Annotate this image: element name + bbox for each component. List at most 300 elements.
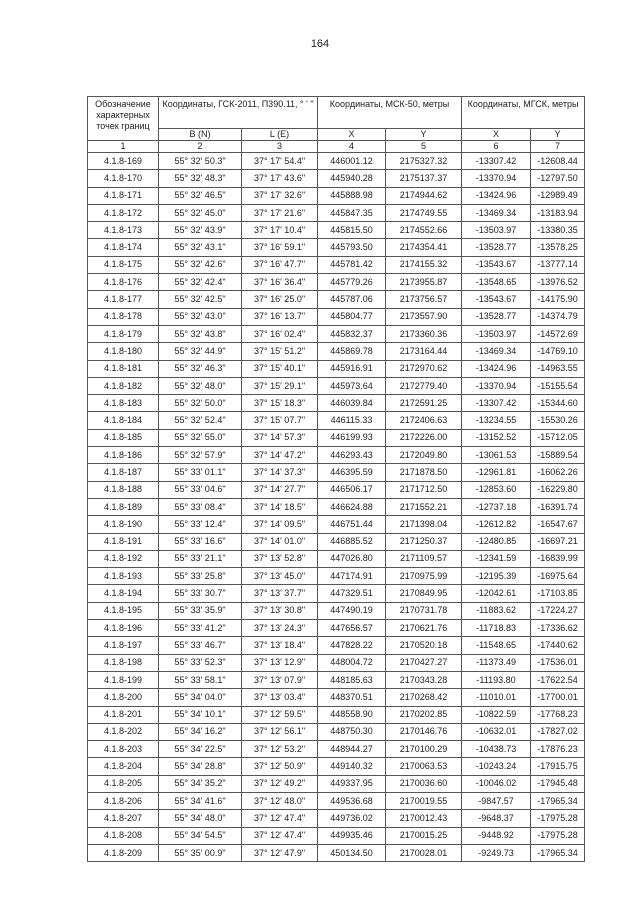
cell-longitude: 37° 17' 32.6" bbox=[242, 187, 318, 204]
cell-msk-x: 445973.64 bbox=[318, 377, 386, 394]
cell-longitude: 37° 12' 48.0" bbox=[242, 792, 318, 809]
table-row bbox=[88, 274, 585, 291]
cell-msk-y: 2175327.32 bbox=[386, 153, 462, 170]
table-row bbox=[88, 395, 585, 412]
cell-msk-x: 445815.50 bbox=[318, 222, 386, 239]
cell-latitude: 55° 32' 46.3" bbox=[159, 360, 242, 377]
cell-mgsk-y: -17975.28 bbox=[531, 827, 585, 844]
cell-mgsk-y: -17876.23 bbox=[531, 741, 585, 758]
header-gsk-coordinates: Координаты, ГСК-2011, П390.11, ° ' " bbox=[159, 97, 318, 129]
cell-mgsk-y: -17700.01 bbox=[531, 689, 585, 706]
cell-msk-x: 445781.42 bbox=[318, 256, 386, 273]
cell-longitude: 37° 13' 12.9" bbox=[242, 654, 318, 671]
cell-msk-y: 2175137.37 bbox=[386, 170, 462, 187]
table-row bbox=[88, 741, 585, 758]
cell-point-id: 4.1.8-209 bbox=[88, 844, 159, 861]
cell-mgsk-y: -15530.26 bbox=[531, 412, 585, 429]
column-number: 5 bbox=[386, 141, 462, 153]
cell-point-id: 4.1.8-176 bbox=[88, 274, 159, 291]
cell-longitude: 37° 16' 02.4" bbox=[242, 325, 318, 342]
cell-point-id: 4.1.8-205 bbox=[88, 775, 159, 792]
table-row bbox=[88, 637, 585, 654]
cell-longitude: 37° 13' 07.9" bbox=[242, 671, 318, 688]
cell-latitude: 55° 33' 35.9" bbox=[159, 602, 242, 619]
cell-latitude: 55° 33' 12.4" bbox=[159, 516, 242, 533]
cell-longitude: 37° 12' 59.5" bbox=[242, 706, 318, 723]
cell-mgsk-y: -15889.54 bbox=[531, 447, 585, 464]
table-row bbox=[88, 810, 585, 827]
table-row bbox=[88, 222, 585, 239]
table-row bbox=[88, 706, 585, 723]
header-msk-coordinates: Координаты, МСК-50, метры bbox=[318, 97, 462, 129]
cell-msk-y: 2170015.25 bbox=[386, 827, 462, 844]
cell-latitude: 55° 32' 46.5" bbox=[159, 187, 242, 204]
cell-point-id: 4.1.8-193 bbox=[88, 568, 159, 585]
cell-mgsk-y: -17965.34 bbox=[531, 792, 585, 809]
cell-msk-y: 2170036.60 bbox=[386, 775, 462, 792]
cell-mgsk-x: -13469.34 bbox=[462, 204, 531, 221]
table-row bbox=[88, 516, 585, 533]
cell-latitude: 55° 34' 16.2" bbox=[159, 723, 242, 740]
cell-latitude: 55° 33' 25.8" bbox=[159, 568, 242, 585]
table-row bbox=[88, 602, 585, 619]
cell-longitude: 37° 14' 27.7" bbox=[242, 481, 318, 498]
cell-mgsk-y: -15155.54 bbox=[531, 377, 585, 394]
cell-mgsk-x: -10632.01 bbox=[462, 723, 531, 740]
cell-mgsk-x: -12853.60 bbox=[462, 481, 531, 498]
cell-mgsk-y: -17915.75 bbox=[531, 758, 585, 775]
cell-mgsk-x: -13307.42 bbox=[462, 153, 531, 170]
table-row bbox=[88, 568, 585, 585]
cell-latitude: 55° 34' 41.6" bbox=[159, 792, 242, 809]
cell-msk-x: 446001.12 bbox=[318, 153, 386, 170]
cell-mgsk-x: -13307.42 bbox=[462, 395, 531, 412]
cell-msk-y: 2174552.66 bbox=[386, 222, 462, 239]
cell-mgsk-y: -17945.48 bbox=[531, 775, 585, 792]
cell-mgsk-x: -10046.02 bbox=[462, 775, 531, 792]
cell-msk-x: 449337.95 bbox=[318, 775, 386, 792]
cell-point-id: 4.1.8-189 bbox=[88, 498, 159, 515]
cell-mgsk-y: -16391.74 bbox=[531, 498, 585, 515]
cell-msk-x: 448558.90 bbox=[318, 706, 386, 723]
cell-msk-y: 2171878.50 bbox=[386, 464, 462, 481]
cell-mgsk-x: -13424.96 bbox=[462, 360, 531, 377]
column-number: 6 bbox=[462, 141, 531, 153]
cell-msk-x: 448944.27 bbox=[318, 741, 386, 758]
cell-longitude: 37° 12' 47.4" bbox=[242, 810, 318, 827]
cell-mgsk-x: -13543.67 bbox=[462, 256, 531, 273]
cell-latitude: 55° 33' 08.4" bbox=[159, 498, 242, 515]
cell-msk-x: 446624.88 bbox=[318, 498, 386, 515]
cell-latitude: 55° 33' 52.3" bbox=[159, 654, 242, 671]
table-row bbox=[88, 723, 585, 740]
column-number: 2 bbox=[159, 141, 242, 153]
cell-longitude: 37° 13' 24.3" bbox=[242, 620, 318, 637]
cell-msk-x: 447026.80 bbox=[318, 550, 386, 567]
cell-mgsk-x: -12612.82 bbox=[462, 516, 531, 533]
cell-msk-y: 2172591.25 bbox=[386, 395, 462, 412]
cell-point-id: 4.1.8-185 bbox=[88, 429, 159, 446]
cell-msk-x: 445888.98 bbox=[318, 187, 386, 204]
header-sub-msk-y: Y bbox=[386, 129, 462, 141]
cell-msk-y: 2172226.00 bbox=[386, 429, 462, 446]
cell-longitude: 37° 12' 50.9" bbox=[242, 758, 318, 775]
cell-msk-y: 2174749.55 bbox=[386, 204, 462, 221]
cell-mgsk-y: -13380.35 bbox=[531, 222, 585, 239]
cell-longitude: 37° 12' 56.1" bbox=[242, 723, 318, 740]
cell-msk-y: 2170621.76 bbox=[386, 620, 462, 637]
cell-longitude: 37° 14' 37.3" bbox=[242, 464, 318, 481]
cell-msk-x: 449736.02 bbox=[318, 810, 386, 827]
cell-point-id: 4.1.8-172 bbox=[88, 204, 159, 221]
cell-longitude: 37° 16' 47.7" bbox=[242, 256, 318, 273]
cell-longitude: 37° 15' 40.1" bbox=[242, 360, 318, 377]
cell-msk-x: 448750.30 bbox=[318, 723, 386, 740]
table-row bbox=[88, 204, 585, 221]
table-row bbox=[88, 844, 585, 861]
cell-mgsk-y: -14963.55 bbox=[531, 360, 585, 377]
cell-msk-y: 2170975.99 bbox=[386, 568, 462, 585]
cell-mgsk-y: -16547.67 bbox=[531, 516, 585, 533]
table-row bbox=[88, 377, 585, 394]
cell-longitude: 37° 17' 10.4" bbox=[242, 222, 318, 239]
cell-msk-x: 446751.44 bbox=[318, 516, 386, 533]
cell-mgsk-x: -12961.81 bbox=[462, 464, 531, 481]
table-body bbox=[88, 153, 585, 862]
cell-point-id: 4.1.8-170 bbox=[88, 170, 159, 187]
cell-point-id: 4.1.8-197 bbox=[88, 637, 159, 654]
table-row bbox=[88, 256, 585, 273]
cell-msk-y: 2173164.44 bbox=[386, 343, 462, 360]
cell-msk-x: 447490.19 bbox=[318, 602, 386, 619]
cell-point-id: 4.1.8-184 bbox=[88, 412, 159, 429]
cell-msk-x: 445804.77 bbox=[318, 308, 386, 325]
column-number: 4 bbox=[318, 141, 386, 153]
cell-longitude: 37° 13' 52.8" bbox=[242, 550, 318, 567]
table-row bbox=[88, 671, 585, 688]
cell-msk-y: 2173360.36 bbox=[386, 325, 462, 342]
cell-point-id: 4.1.8-208 bbox=[88, 827, 159, 844]
table-row bbox=[88, 498, 585, 515]
cell-msk-x: 450134.50 bbox=[318, 844, 386, 861]
cell-latitude: 55° 32' 43.1" bbox=[159, 239, 242, 256]
cell-point-id: 4.1.8-183 bbox=[88, 395, 159, 412]
cell-mgsk-x: -10438.73 bbox=[462, 741, 531, 758]
cell-point-id: 4.1.8-199 bbox=[88, 671, 159, 688]
cell-mgsk-x: -13528.77 bbox=[462, 239, 531, 256]
cell-mgsk-y: -17622.54 bbox=[531, 671, 585, 688]
cell-msk-y: 2170202.85 bbox=[386, 706, 462, 723]
cell-latitude: 55° 32' 43.8" bbox=[159, 325, 242, 342]
cell-latitude: 55° 34' 28.8" bbox=[159, 758, 242, 775]
header-sub-mgsk-x: X bbox=[462, 129, 531, 141]
cell-msk-x: 448370.51 bbox=[318, 689, 386, 706]
cell-mgsk-y: -13183.94 bbox=[531, 204, 585, 221]
cell-mgsk-x: -13424.96 bbox=[462, 187, 531, 204]
cell-point-id: 4.1.8-196 bbox=[88, 620, 159, 637]
cell-longitude: 37° 15' 29.1" bbox=[242, 377, 318, 394]
cell-mgsk-y: -16697.21 bbox=[531, 533, 585, 550]
cell-mgsk-y: -17440.62 bbox=[531, 637, 585, 654]
cell-latitude: 55° 32' 55.0" bbox=[159, 429, 242, 446]
cell-msk-x: 445940.28 bbox=[318, 170, 386, 187]
cell-latitude: 55° 33' 04.6" bbox=[159, 481, 242, 498]
cell-latitude: 55° 33' 46.7" bbox=[159, 637, 242, 654]
cell-mgsk-x: -11883.62 bbox=[462, 602, 531, 619]
cell-longitude: 37° 17' 43.6" bbox=[242, 170, 318, 187]
cell-mgsk-x: -13528.77 bbox=[462, 308, 531, 325]
table-row bbox=[88, 412, 585, 429]
table-row bbox=[88, 620, 585, 637]
cell-latitude: 55° 32' 50.3" bbox=[159, 153, 242, 170]
cell-mgsk-x: -10822.59 bbox=[462, 706, 531, 723]
cell-msk-x: 446039.84 bbox=[318, 395, 386, 412]
cell-latitude: 55° 32' 50.0" bbox=[159, 395, 242, 412]
cell-longitude: 37° 16' 59.1" bbox=[242, 239, 318, 256]
cell-mgsk-y: -12989.49 bbox=[531, 187, 585, 204]
cell-longitude: 37° 16' 13.7" bbox=[242, 308, 318, 325]
cell-msk-y: 2173955.87 bbox=[386, 274, 462, 291]
cell-msk-y: 2173557.90 bbox=[386, 308, 462, 325]
table-row bbox=[88, 360, 585, 377]
header-sub-l: L (E) bbox=[242, 129, 318, 141]
table-row bbox=[88, 533, 585, 550]
cell-msk-y: 2174944.62 bbox=[386, 187, 462, 204]
cell-latitude: 55° 32' 42.5" bbox=[159, 291, 242, 308]
cell-point-id: 4.1.8-200 bbox=[88, 689, 159, 706]
cell-longitude: 37° 13' 37.7" bbox=[242, 585, 318, 602]
cell-msk-y: 2170019.55 bbox=[386, 792, 462, 809]
cell-latitude: 55° 32' 43.0" bbox=[159, 308, 242, 325]
table-row bbox=[88, 585, 585, 602]
cell-msk-x: 449140.32 bbox=[318, 758, 386, 775]
cell-longitude: 37° 16' 36.4" bbox=[242, 274, 318, 291]
cell-mgsk-x: -13152.52 bbox=[462, 429, 531, 446]
cell-mgsk-x: -13370.94 bbox=[462, 377, 531, 394]
cell-latitude: 55° 32' 45.0" bbox=[159, 204, 242, 221]
cell-mgsk-y: -17103.85 bbox=[531, 585, 585, 602]
cell-point-id: 4.1.8-201 bbox=[88, 706, 159, 723]
cell-longitude: 37° 14' 47.2" bbox=[242, 447, 318, 464]
cell-mgsk-y: -13578.25 bbox=[531, 239, 585, 256]
cell-point-id: 4.1.8-181 bbox=[88, 360, 159, 377]
cell-msk-y: 2172779.40 bbox=[386, 377, 462, 394]
cell-msk-x: 446293.43 bbox=[318, 447, 386, 464]
table-row bbox=[88, 447, 585, 464]
cell-mgsk-y: -17975.28 bbox=[531, 810, 585, 827]
cell-mgsk-y: -15344.60 bbox=[531, 395, 585, 412]
cell-mgsk-x: -11718.83 bbox=[462, 620, 531, 637]
cell-msk-y: 2170427.27 bbox=[386, 654, 462, 671]
cell-msk-y: 2170343.28 bbox=[386, 671, 462, 688]
column-number: 3 bbox=[242, 141, 318, 153]
cell-mgsk-y: -12797.50 bbox=[531, 170, 585, 187]
cell-point-id: 4.1.8-198 bbox=[88, 654, 159, 671]
cell-mgsk-x: -11373.49 bbox=[462, 654, 531, 671]
cell-point-id: 4.1.8-173 bbox=[88, 222, 159, 239]
cell-longitude: 37° 12' 53.2" bbox=[242, 741, 318, 758]
table-row bbox=[88, 827, 585, 844]
table-row bbox=[88, 758, 585, 775]
cell-point-id: 4.1.8-174 bbox=[88, 239, 159, 256]
table-row bbox=[88, 187, 585, 204]
cell-longitude: 37° 15' 07.7" bbox=[242, 412, 318, 429]
table-row bbox=[88, 792, 585, 809]
cell-longitude: 37° 12' 47.9" bbox=[242, 844, 318, 861]
cell-longitude: 37° 14' 09.5" bbox=[242, 516, 318, 533]
cell-msk-x: 446395.59 bbox=[318, 464, 386, 481]
cell-msk-y: 2170012.43 bbox=[386, 810, 462, 827]
cell-mgsk-x: -9448.92 bbox=[462, 827, 531, 844]
cell-mgsk-y: -12608.44 bbox=[531, 153, 585, 170]
cell-mgsk-x: -9847.57 bbox=[462, 792, 531, 809]
cell-latitude: 55° 32' 42.4" bbox=[159, 274, 242, 291]
table-row bbox=[88, 481, 585, 498]
cell-msk-y: 2171398.04 bbox=[386, 516, 462, 533]
cell-msk-x: 448185.63 bbox=[318, 671, 386, 688]
cell-mgsk-x: -13061.53 bbox=[462, 447, 531, 464]
cell-latitude: 55° 32' 57.9" bbox=[159, 447, 242, 464]
cell-latitude: 55° 32' 48.3" bbox=[159, 170, 242, 187]
table-row bbox=[88, 343, 585, 360]
cell-point-id: 4.1.8-188 bbox=[88, 481, 159, 498]
cell-point-id: 4.1.8-204 bbox=[88, 758, 159, 775]
cell-msk-x: 446885.52 bbox=[318, 533, 386, 550]
cell-mgsk-x: -9249.73 bbox=[462, 844, 531, 861]
table-row bbox=[88, 775, 585, 792]
cell-msk-y: 2170849.95 bbox=[386, 585, 462, 602]
cell-latitude: 55° 32' 42.6" bbox=[159, 256, 242, 273]
cell-latitude: 55° 34' 10.1" bbox=[159, 706, 242, 723]
cell-point-id: 4.1.8-179 bbox=[88, 325, 159, 342]
cell-longitude: 37° 13' 18.4" bbox=[242, 637, 318, 654]
cell-latitude: 55° 34' 35.2" bbox=[159, 775, 242, 792]
cell-point-id: 4.1.8-192 bbox=[88, 550, 159, 567]
cell-mgsk-y: -14374.79 bbox=[531, 308, 585, 325]
cell-msk-y: 2170028.01 bbox=[386, 844, 462, 861]
cell-point-id: 4.1.8-178 bbox=[88, 308, 159, 325]
cell-mgsk-x: -12480.85 bbox=[462, 533, 531, 550]
cell-msk-x: 445869.78 bbox=[318, 343, 386, 360]
cell-mgsk-x: -12042.61 bbox=[462, 585, 531, 602]
cell-point-id: 4.1.8-182 bbox=[88, 377, 159, 394]
cell-latitude: 55° 34' 54.5" bbox=[159, 827, 242, 844]
table-row bbox=[88, 689, 585, 706]
cell-latitude: 55° 34' 48.0" bbox=[159, 810, 242, 827]
cell-longitude: 37° 13' 30.8" bbox=[242, 602, 318, 619]
cell-msk-y: 2171250.37 bbox=[386, 533, 462, 550]
cell-latitude: 55° 32' 48.0" bbox=[159, 377, 242, 394]
cell-mgsk-y: -13777.14 bbox=[531, 256, 585, 273]
cell-msk-x: 445787.06 bbox=[318, 291, 386, 308]
cell-point-id: 4.1.8-187 bbox=[88, 464, 159, 481]
cell-point-id: 4.1.8-177 bbox=[88, 291, 159, 308]
cell-msk-y: 2172406.63 bbox=[386, 412, 462, 429]
cell-msk-x: 447329.51 bbox=[318, 585, 386, 602]
cell-msk-x: 446115.33 bbox=[318, 412, 386, 429]
cell-mgsk-y: -15712.05 bbox=[531, 429, 585, 446]
cell-longitude: 37° 14' 57.3" bbox=[242, 429, 318, 446]
cell-mgsk-x: -12341.59 bbox=[462, 550, 531, 567]
cell-point-id: 4.1.8-202 bbox=[88, 723, 159, 740]
cell-mgsk-x: -11193.80 bbox=[462, 671, 531, 688]
cell-msk-x: 445847.35 bbox=[318, 204, 386, 221]
cell-point-id: 4.1.8-191 bbox=[88, 533, 159, 550]
cell-mgsk-x: -13234.55 bbox=[462, 412, 531, 429]
cell-msk-x: 449935.46 bbox=[318, 827, 386, 844]
cell-msk-y: 2172049.80 bbox=[386, 447, 462, 464]
cell-latitude: 55° 33' 41.2" bbox=[159, 620, 242, 637]
cell-latitude: 55° 32' 44.9" bbox=[159, 343, 242, 360]
cell-longitude: 37° 17' 21.6" bbox=[242, 204, 318, 221]
cell-latitude: 55° 32' 52.4" bbox=[159, 412, 242, 429]
cell-point-id: 4.1.8-169 bbox=[88, 153, 159, 170]
cell-mgsk-x: -11548.65 bbox=[462, 637, 531, 654]
table-row bbox=[88, 239, 585, 256]
table-row bbox=[88, 654, 585, 671]
cell-mgsk-y: -16062.26 bbox=[531, 464, 585, 481]
cell-msk-y: 2170063.53 bbox=[386, 758, 462, 775]
cell-msk-y: 2173756.57 bbox=[386, 291, 462, 308]
cell-latitude: 55° 33' 01.1" bbox=[159, 464, 242, 481]
cell-msk-x: 446506.17 bbox=[318, 481, 386, 498]
cell-msk-y: 2170731.78 bbox=[386, 602, 462, 619]
cell-point-id: 4.1.8-171 bbox=[88, 187, 159, 204]
cell-mgsk-x: -12737.18 bbox=[462, 498, 531, 515]
cell-mgsk-y: -14175.90 bbox=[531, 291, 585, 308]
cell-msk-x: 445832.37 bbox=[318, 325, 386, 342]
cell-longitude: 37° 13' 03.4" bbox=[242, 689, 318, 706]
cell-mgsk-x: -9648.37 bbox=[462, 810, 531, 827]
cell-mgsk-y: -17965.34 bbox=[531, 844, 585, 861]
cell-msk-y: 2170100.29 bbox=[386, 741, 462, 758]
cell-msk-y: 2170146.76 bbox=[386, 723, 462, 740]
page-number: 164 bbox=[310, 38, 330, 50]
table-row bbox=[88, 550, 585, 567]
cell-msk-y: 2174155.32 bbox=[386, 256, 462, 273]
cell-mgsk-y: -17768.23 bbox=[531, 706, 585, 723]
cell-msk-x: 445916.91 bbox=[318, 360, 386, 377]
cell-mgsk-y: -16975.64 bbox=[531, 568, 585, 585]
cell-msk-x: 447174.91 bbox=[318, 568, 386, 585]
cell-msk-y: 2172970.62 bbox=[386, 360, 462, 377]
cell-mgsk-y: -17827.02 bbox=[531, 723, 585, 740]
cell-longitude: 37° 15' 51.2" bbox=[242, 343, 318, 360]
cell-mgsk-y: -17224.27 bbox=[531, 602, 585, 619]
cell-msk-x: 448004.72 bbox=[318, 654, 386, 671]
cell-mgsk-y: -17536.01 bbox=[531, 654, 585, 671]
cell-msk-x: 447828.22 bbox=[318, 637, 386, 654]
cell-mgsk-y: -13976.52 bbox=[531, 274, 585, 291]
table-row bbox=[88, 429, 585, 446]
column-number: 1 bbox=[88, 141, 159, 153]
cell-mgsk-y: -16229.80 bbox=[531, 481, 585, 498]
cell-latitude: 55° 34' 04.0" bbox=[159, 689, 242, 706]
cell-longitude: 37° 14' 01.0" bbox=[242, 533, 318, 550]
cell-msk-x: 445779.26 bbox=[318, 274, 386, 291]
cell-longitude: 37° 15' 18.3" bbox=[242, 395, 318, 412]
cell-mgsk-x: -13370.94 bbox=[462, 170, 531, 187]
cell-mgsk-y: -14769.10 bbox=[531, 343, 585, 360]
cell-msk-y: 2171552.21 bbox=[386, 498, 462, 515]
cell-latitude: 55° 33' 21.1" bbox=[159, 550, 242, 567]
cell-longitude: 37° 17' 54.4" bbox=[242, 153, 318, 170]
cell-latitude: 55° 33' 30.7" bbox=[159, 585, 242, 602]
table-row bbox=[88, 464, 585, 481]
cell-msk-x: 445793.50 bbox=[318, 239, 386, 256]
table-row bbox=[88, 291, 585, 308]
cell-point-id: 4.1.8-190 bbox=[88, 516, 159, 533]
